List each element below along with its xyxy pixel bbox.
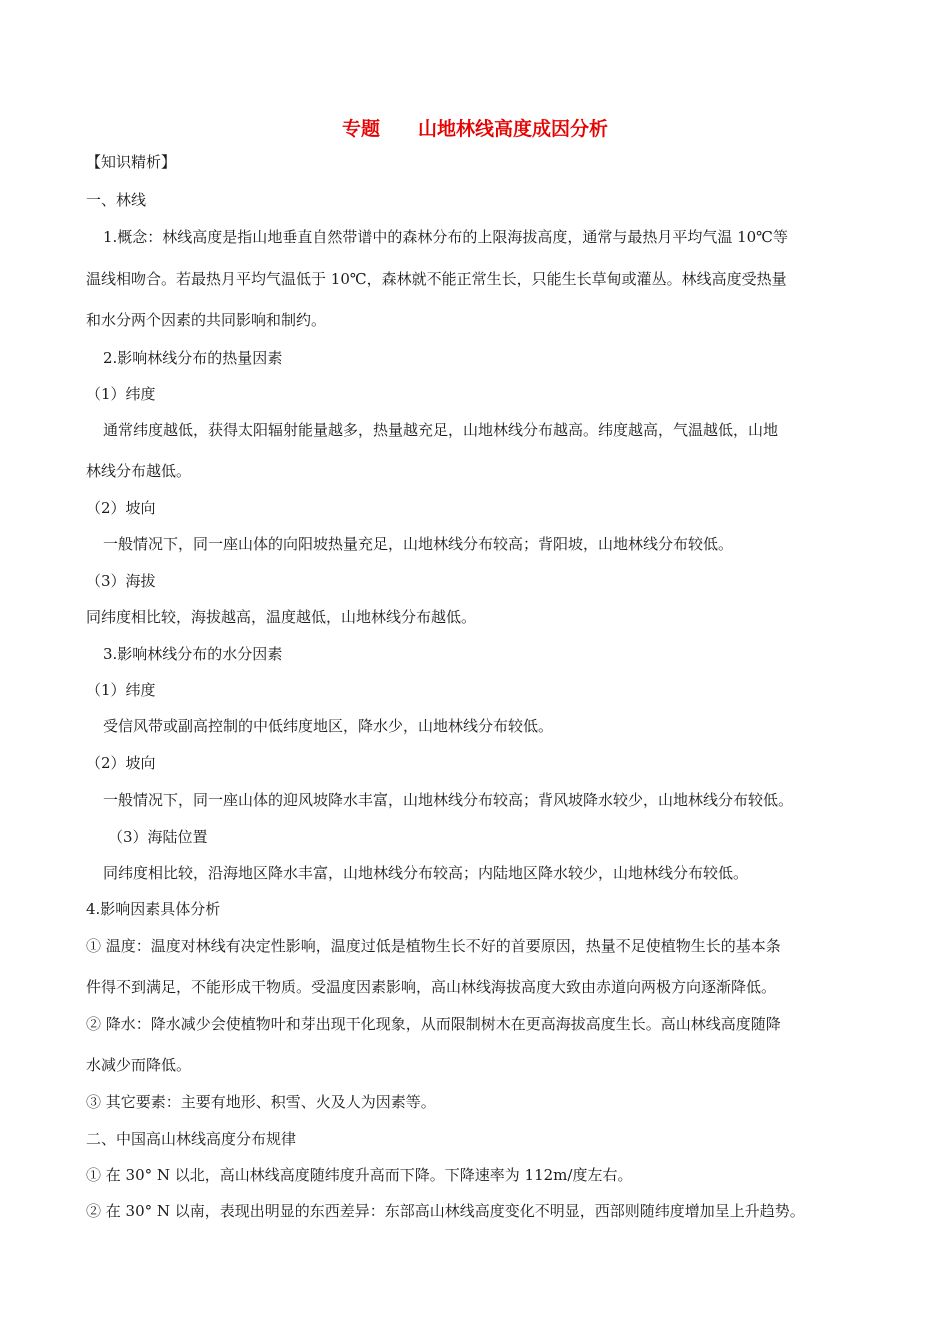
subheading-altitude: （3）海拔	[86, 572, 156, 590]
subheading-latitude-heat: （1）纬度	[86, 385, 156, 403]
paragraph-latitude-heat-line-1: 通常纬度越低，获得太阳辐射能量越多，热量越充足，山地林线分布越高。纬度越高，气温越低，山地	[103, 421, 779, 439]
heading-treeline: 一、林线	[86, 191, 147, 209]
heading-china-treeline: 二、中国高山林线高度分布规律	[86, 1130, 297, 1148]
paragraph-aspect-water: 一般情况下，同一座山体的迎风坡降水丰富，山地林线分布较高；背风坡降水较少，山地林线分布较低。	[103, 791, 794, 809]
subheading-land-sea: （3）海陆位置	[108, 828, 208, 846]
paragraph-north-of-30: ① 在 30° N 以北，高山林线高度随纬度升高而下降。下降速率为 112m/度左右。	[86, 1166, 633, 1184]
subheading-latitude-water: （1）纬度	[86, 681, 156, 699]
paragraph-concept-line-2: 温线相吻合。若最热月平均气温低于 10℃，森林就不能正常生长，只能生长草甸或灌丛。林线高度受热量	[86, 270, 787, 288]
subheading-aspect-water: （2）坡向	[86, 754, 156, 772]
heading-water-factors: 3.影响林线分布的水分因素	[103, 645, 283, 663]
paragraph-land-sea: 同纬度相比较，沿海地区降水丰富，山地林线分布较高；内陆地区降水较少，山地林线分布较低。	[103, 864, 749, 882]
section-heading-knowledge: 【知识精析】	[86, 153, 177, 171]
subheading-aspect-heat: （2）坡向	[86, 499, 156, 517]
heading-heat-factors: 2.影响林线分布的热量因素	[103, 349, 283, 367]
paragraph-aspect-heat: 一般情况下，同一座山体的向阳坡热量充足，山地林线分布较高；背阳坡，山地林线分布较低。	[103, 535, 734, 553]
paragraph-precipitation-line-1: ② 降水：降水减少会使植物叶和芽出现干化现象，从而限制树木在更高海拔高度生长。高山林线高度随降	[86, 1015, 781, 1033]
paragraph-concept-line-1: 1.概念：林线高度是指山地垂直自然带谱中的森林分布的上限海拔高度，通常与最热月平均气温 10℃等	[103, 228, 788, 246]
paragraph-other-factors: ③ 其它要素：主要有地形、积雪、火及人为因素等。	[86, 1093, 436, 1111]
paragraph-concept-line-3: 和水分两个因素的共同影响和制约。	[86, 311, 327, 329]
paragraph-latitude-heat-line-2: 林线分布越低。	[86, 462, 192, 480]
paragraph-latitude-water: 受信风带或副高控制的中低纬度地区，降水少，山地林线分布较低。	[103, 717, 554, 735]
paragraph-south-of-30: ② 在 30° N 以南，表现出明显的东西差异：东部高山林线高度变化不明显，西部则随纬度增加呈上升趋势。	[86, 1202, 805, 1220]
paragraph-altitude: 同纬度相比较，海拔越高，温度越低，山地林线分布越低。	[86, 608, 477, 626]
page-title: 专题 山地林线高度成因分析	[341, 118, 608, 140]
paragraph-precipitation-line-2: 水减少而降低。	[86, 1056, 192, 1074]
paragraph-temperature-line-1: ① 温度：温度对林线有决定性影响，温度过低是植物生长不好的首要原因，热量不足使植物生长的基本条	[86, 937, 781, 955]
paragraph-temperature-line-2: 件得不到满足，不能形成干物质。受温度因素影响，高山林线海拔高度大致由赤道向两极方向逐渐降低。	[86, 978, 777, 996]
heading-factor-analysis: 4.影响因素具体分析	[86, 900, 221, 918]
